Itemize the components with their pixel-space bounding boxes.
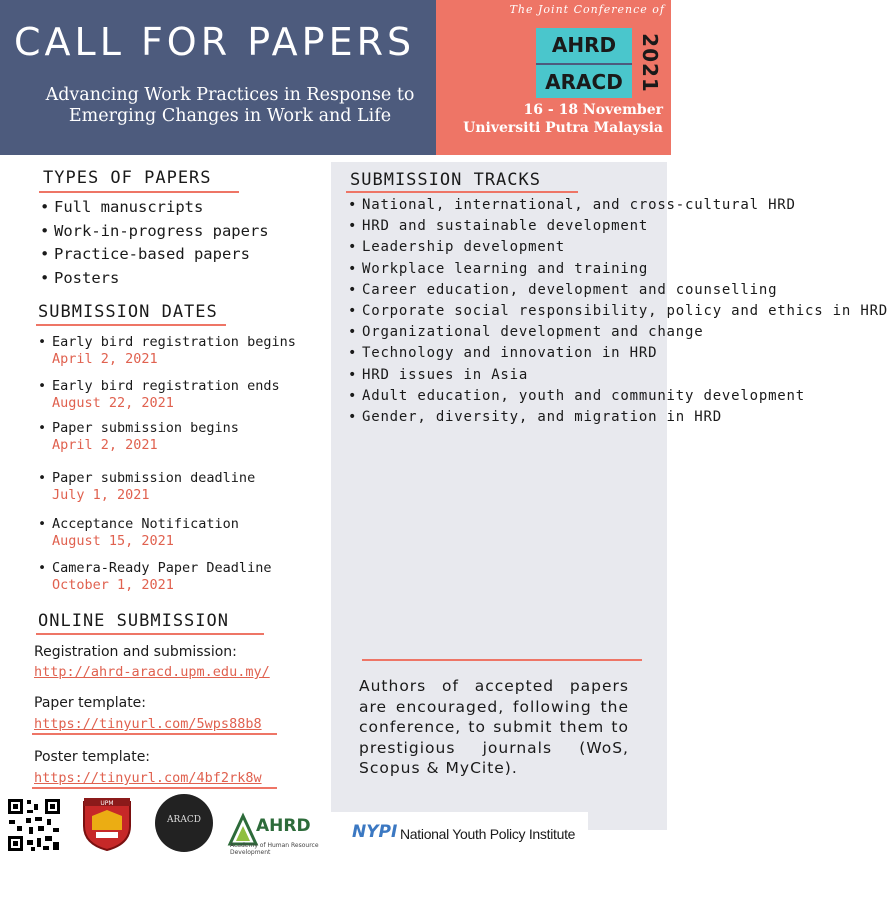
types-list — [38, 196, 269, 290]
year-text: 2021 — [638, 33, 662, 93]
types-title: TYPES OF PAPERS — [43, 168, 212, 188]
list-item: • Workplace learning and training — [346, 259, 662, 280]
date-item — [36, 334, 296, 368]
authors-note: Authors of accepted papers are encouraged, following the conference, to submit them to prestigious journals (WoS, Scopus & MyCite). — [359, 677, 629, 777]
date-value: July 1, 2021 — [52, 487, 150, 503]
date-item — [36, 420, 296, 454]
list-item: • National, international, and cross-cultural HRD — [346, 195, 662, 216]
ahrd-subtitle: Academy of Human Resource Development — [230, 842, 319, 856]
list-item: • Corporate social responsibility, policy and ethics in HRD — [346, 301, 662, 322]
paper-template-label: Paper template: — [34, 695, 147, 711]
qr-code-icon[interactable] — [7, 798, 61, 852]
dates-title: SUBMISSION DATES — [38, 302, 218, 322]
event-dates: 16 - 18 November — [523, 102, 663, 118]
poster-link-rule — [32, 787, 277, 789]
list-item: • Practice-based papers — [38, 243, 269, 267]
list-item: • Organizational development and change — [346, 322, 662, 343]
conference-line: The Joint Conference of — [509, 3, 665, 16]
list-item: • Gender, diversity, and migration in HRD — [346, 407, 662, 428]
aracd-logo-text: ARACD — [167, 815, 201, 825]
list-item: • Work-in-progress papers — [38, 220, 269, 244]
online-rule — [36, 633, 264, 635]
tracks-title: SUBMISSION TRACKS — [350, 170, 541, 190]
date-label: Camera-Ready Paper Deadline — [52, 560, 272, 576]
nypi-label: National Youth Policy Institute — [400, 826, 576, 842]
list-item: • Adult education, youth and community development — [346, 386, 662, 407]
upm-logo-text: UPM — [100, 800, 114, 807]
poster-template-label: Poster template: — [34, 749, 151, 765]
date-label: Acceptance Notification — [52, 516, 239, 532]
date-value: October 1, 2021 — [52, 577, 174, 593]
registration-label: Registration and submission: — [34, 644, 237, 660]
aracd-logo — [155, 794, 213, 852]
paper-link-rule — [32, 733, 277, 735]
date-value: April 2, 2021 — [52, 437, 158, 453]
page-title: CALL FOR PAPERS — [14, 20, 416, 64]
types-rule — [39, 191, 239, 193]
paper-template-link[interactable]: https://tinyurl.com/5wps88b8 — [34, 716, 262, 732]
logo-ahrd-text: AHRD — [536, 28, 632, 63]
nypi-icon: NYPI — [352, 822, 398, 842]
ahrd-logo-text: AHRD — [256, 816, 311, 836]
date-label: Paper submission deadline — [52, 470, 256, 486]
poster-template-link[interactable]: https://tinyurl.com/4bf2rk8w — [34, 770, 262, 786]
list-item: • Career education, development and counselling — [346, 280, 662, 301]
list-item: • HRD and sustainable development — [346, 216, 662, 237]
upm-logo — [80, 796, 134, 850]
event-venue: Universiti Putra Malaysia — [463, 120, 663, 136]
list-item: • Posters — [38, 267, 269, 291]
date-label: Early bird registration begins — [52, 334, 296, 350]
page-subtitle: Advancing Work Practices in Response to Emerging Changes in Work and Life — [45, 85, 415, 126]
dates-list — [36, 334, 296, 594]
date-item — [36, 378, 296, 412]
online-title: ONLINE SUBMISSION — [38, 611, 229, 631]
registration-link[interactable]: http://ahrd-aracd.upm.edu.my/ — [34, 664, 270, 680]
list-item: • HRD issues in Asia — [346, 365, 662, 386]
date-item — [36, 470, 296, 504]
event-info — [463, 101, 663, 137]
conference-logo — [536, 28, 632, 98]
date-value: August 15, 2021 — [52, 533, 174, 549]
date-value: April 2, 2021 — [52, 351, 158, 367]
tracks-rule — [346, 191, 578, 193]
date-label: Paper submission begins — [52, 420, 239, 436]
tracks-list — [346, 195, 888, 428]
year-vertical — [632, 28, 668, 98]
authors-rule — [362, 659, 642, 661]
list-item: • Leadership development — [346, 237, 662, 258]
date-label: Early bird registration ends — [52, 378, 280, 394]
list-item: • Technology and innovation in HRD — [346, 343, 662, 364]
list-item: • Full manuscripts — [38, 196, 269, 220]
date-value: August 22, 2021 — [52, 395, 174, 411]
dates-rule — [36, 324, 226, 326]
date-item — [36, 560, 296, 594]
date-item — [36, 516, 296, 550]
logo-aracd-text: ARACD — [536, 63, 632, 98]
partner-logos — [220, 812, 588, 860]
